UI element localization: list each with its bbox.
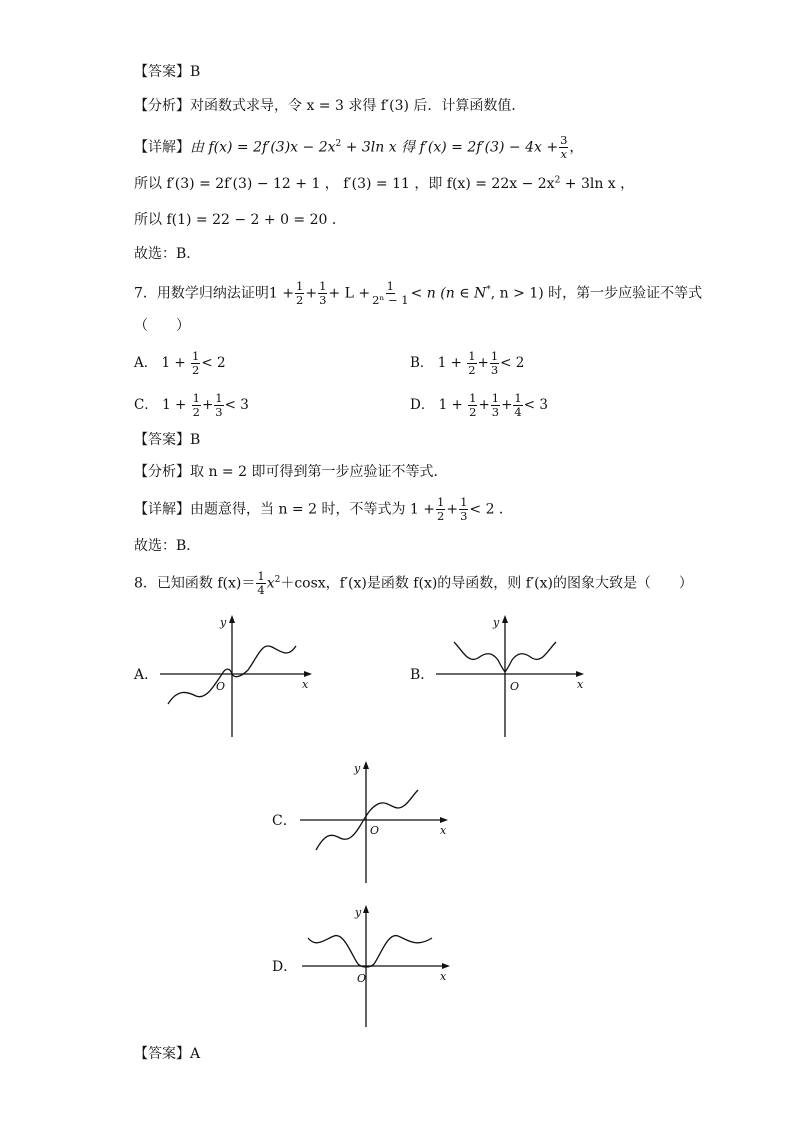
q7-stem: 7．用数学归纳法证明1 + $\frac{1}{2}$ + $\frac{1}{3}$ + L + $\frac{1}{\text{2ⁿ − 1}}$ < n (n ∈ N*, n > 1) 时，第一步应验证不等式 — [134, 279, 703, 307]
x-label: x — [577, 678, 584, 691]
q7-analysis: 【分析】取 n = 2 即可得到第一步应验证不等式． — [134, 464, 448, 480]
q8-stem: 8．已知函数 f(x)＝ $\frac{1}{4}$ $x^2+\cos x$，f′(x)是函数 f(x)的导函数，则 f′(x)的图象大致是（ ） — [134, 569, 693, 597]
q7-option-d[interactable]: D． 1 + $\frac{1}{2}$ + $\frac{1}{3}$ + $\frac{1}{4}$ < 3 — [410, 391, 548, 419]
graph-b[interactable] — [434, 612, 594, 738]
y-label: y — [354, 762, 361, 775]
q6-conclusion: 故选：B． — [134, 246, 201, 262]
x-label: x — [302, 678, 309, 691]
origin-label: O — [216, 680, 226, 693]
x-label: x — [440, 824, 447, 837]
graph-a[interactable] — [160, 612, 320, 738]
q7-paren: （ ） — [134, 318, 190, 334]
origin-label: O — [357, 972, 367, 985]
x-label: x — [440, 970, 447, 983]
graph-d-label[interactable]: D． — [272, 959, 298, 975]
q7-answer: 【答案】B — [134, 432, 201, 448]
y-label: y — [220, 616, 227, 629]
q6-line2: 所以 f′(3) = 2f′(3) − 12 + 1 ， f′(3) = 11 ，即 $f(x) = 22x - 2x^2 + 3\ln$ x ， — [134, 175, 635, 192]
origin-label: O — [370, 824, 380, 837]
q7-option-a[interactable]: A． 1 + $\frac{1}{2}$ < 2 — [134, 349, 226, 377]
detail-tag: 【详解】 — [134, 139, 190, 156]
q6-answer: 【答案】B — [134, 64, 201, 80]
graph-d[interactable] — [300, 902, 460, 1028]
q6-analysis: 【分析】对函数式求导，令 x = 3 求得 f′(3) 后．计算函数值． — [134, 98, 526, 114]
q7-option-b[interactable]: B． 1 + $\frac{1}{2}$ + $\frac{1}{3}$ < 2 — [410, 349, 525, 377]
q7-option-c[interactable]: C． 1 + $\frac{1}{2}$ + $\frac{1}{3}$ < 3 — [134, 391, 249, 419]
q7-conclusion: 故选：B． — [134, 538, 201, 554]
q8-answer: 【答案】A — [134, 1046, 201, 1062]
y-label: y — [493, 616, 500, 629]
graph-c-label[interactable]: C． — [272, 813, 297, 829]
q6-detail: 【详解】由 $f(x) = 2f'(3)x - 2x^2 + 3\ln$ x 得 f′(x) = 2f′(3) − 4x + $\frac{3}{x}$ ， — [134, 133, 584, 161]
q7-detail: 【详解】由题意得，当 n = 2 时，不等式为 1 + $\frac{1}{2}$ + $\frac{1}{3}$ < 2 ． — [134, 495, 513, 523]
q6-line3: 所以 f(1) = 22 − 2 + 0 = 20 ． — [134, 212, 346, 228]
fraction: $\frac{3}{x}$ — [560, 133, 568, 161]
answer-tag: 【答案】 — [134, 64, 190, 80]
y-label: y — [355, 906, 362, 919]
curve — [308, 936, 432, 967]
analysis-tag: 【分析】 — [134, 98, 190, 114]
origin-label: O — [510, 680, 520, 693]
graph-b-label[interactable]: B． — [410, 667, 435, 683]
graph-c[interactable] — [298, 758, 458, 884]
graph-a-label[interactable]: A． — [134, 667, 159, 683]
